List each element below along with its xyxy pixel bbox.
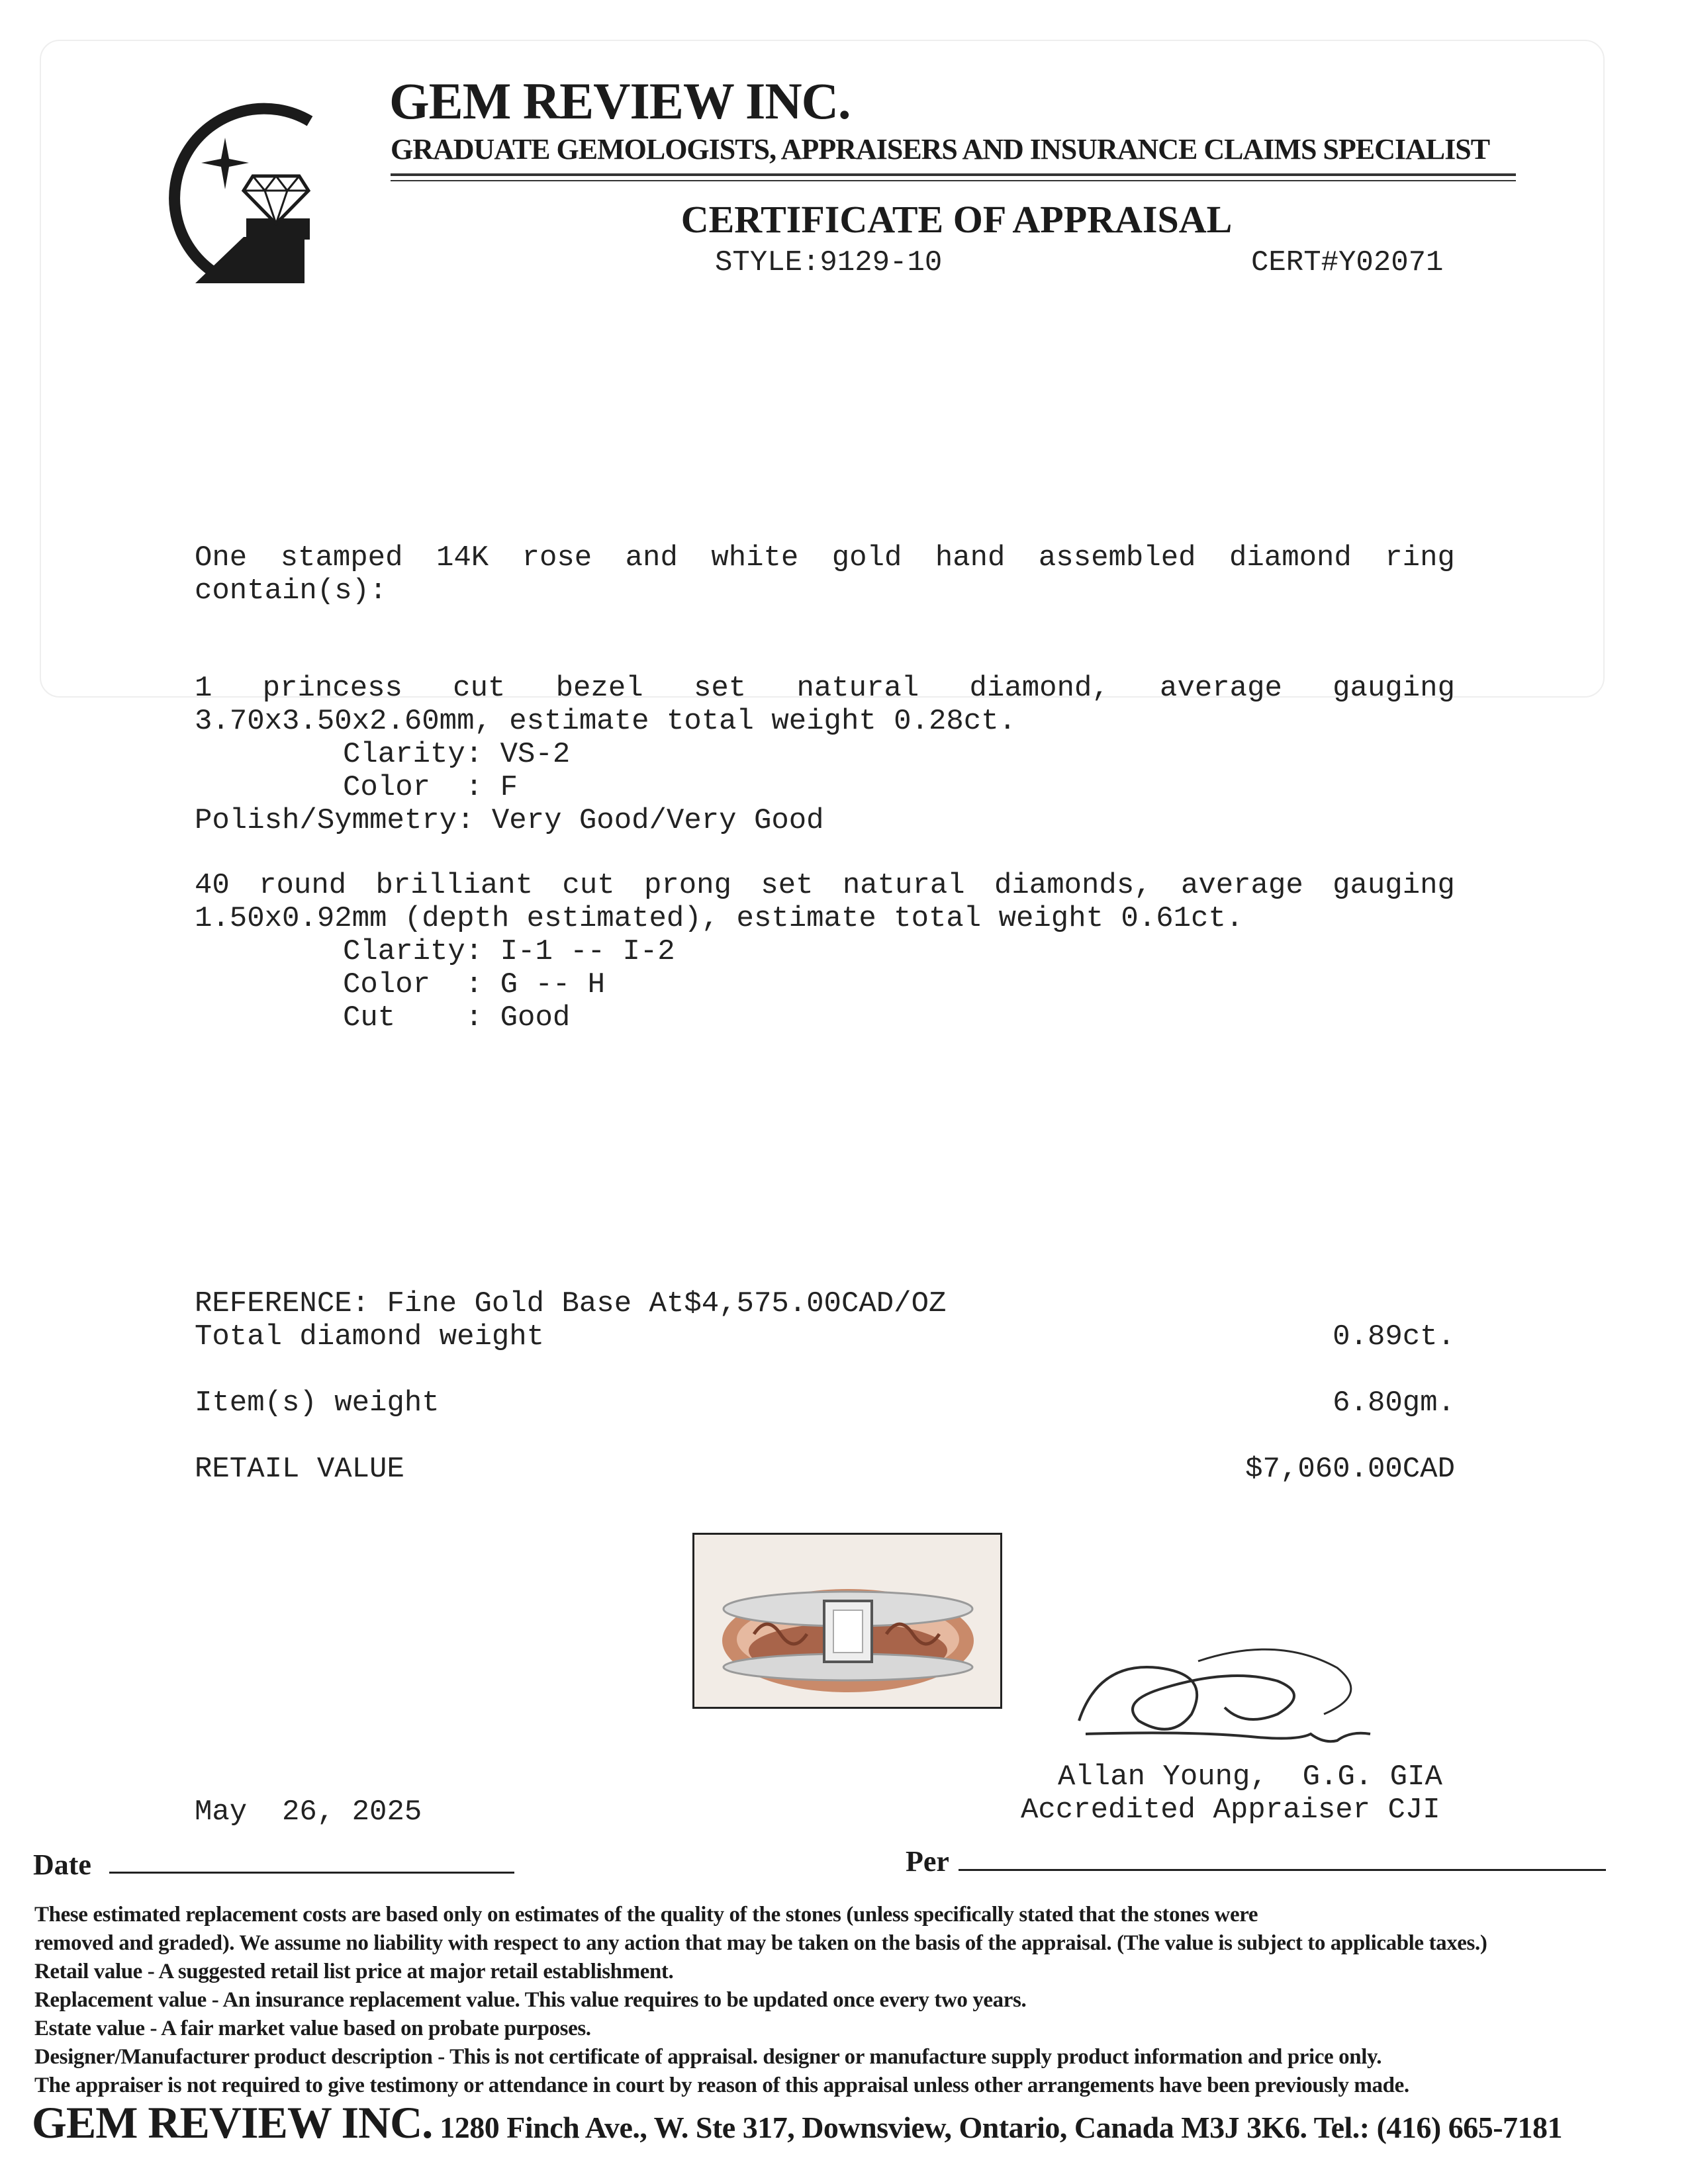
item-weight-row <box>195 1387 1455 1420</box>
certificate-title: CERTIFICATE OF APPRAISAL <box>680 198 1233 241</box>
side-stones-word: prong <box>643 869 731 902</box>
side-stones-line <box>195 869 1455 902</box>
description-word: gold <box>831 541 902 574</box>
side-stones-dimensions: 1.50x0.92mm (depth estimated), estimate total weight 0.61ct. <box>195 902 1244 935</box>
description-word: white <box>711 541 799 574</box>
diamond-weight-value: 0.89ct. <box>1333 1320 1455 1353</box>
header-rule-thin <box>391 180 1516 181</box>
side-stones-clarity: Clarity: I-1 -- I-2 <box>343 935 675 968</box>
description-word: assembled <box>1038 541 1196 574</box>
company-tagline: GRADUATE GEMOLOGISTS, APPRAISERS AND INSURANCE CLAIMS SPECIALIST <box>391 133 1490 165</box>
ring-photo <box>692 1533 1002 1709</box>
appraiser-name: Allan Young, G.G. GIA <box>1058 1760 1442 1794</box>
center-stone-dimensions: 3.70x3.50x2.60mm, estimate total weight 0.28ct. <box>195 705 1017 738</box>
appraiser-signature-icon <box>1059 1641 1403 1760</box>
cert-number: CERT#Y02071 <box>1251 246 1444 279</box>
retail-value-row <box>195 1453 1455 1486</box>
side-stones-word: set <box>761 869 814 902</box>
side-stones-cut: Cut : Good <box>343 1001 571 1034</box>
center-stone-line <box>195 672 1455 705</box>
center-stone-clarity: Clarity: VS-2 <box>343 738 571 771</box>
retail-value-amount: $7,060.00CAD <box>1245 1453 1455 1486</box>
estate-value-definition: Estate value - A fair market value based on probate purposes. <box>34 2017 591 2040</box>
description-word: ring <box>1385 541 1455 574</box>
side-stones-word: round <box>259 869 347 902</box>
header-rule <box>391 173 1516 176</box>
side-stones-word: diamonds, <box>994 869 1152 902</box>
diamond-weight-row <box>195 1320 1455 1353</box>
side-stones-word: gauging <box>1333 869 1455 902</box>
item-description-line2: contain(s): <box>195 574 387 608</box>
testimony-note: The appraiser is not required to give testimony or attendance in court by reason of this appraisal unless other arrangements have been previously made. <box>34 2073 1409 2097</box>
side-stones-word: cut <box>562 869 615 902</box>
replacement-value-definition: Replacement value - An insurance replacement value. This value requires to be updated once every two years. <box>34 1988 1027 2012</box>
center-stone-word: gauging <box>1333 672 1455 705</box>
retail-value-label: RETAIL VALUE <box>195 1453 404 1486</box>
center-stone-word: princess <box>262 672 402 705</box>
center-stone-color: Color : F <box>343 771 518 804</box>
description-word: One <box>195 541 248 574</box>
per-line <box>959 1869 1606 1871</box>
footer-company: GEM REVIEW INC. <box>32 2097 433 2148</box>
footer <box>32 2097 1562 2149</box>
side-stones-word: brilliant <box>375 869 534 902</box>
appraiser-credential: Accredited Appraiser CJI <box>1021 1794 1440 1827</box>
gem-logo-icon <box>132 85 331 283</box>
diamond-weight-label: Total diamond weight <box>195 1320 545 1353</box>
center-stone-word: cut <box>453 672 506 705</box>
designer-description-note: Designer/Manufacturer product description - This is not certificate of appraisal. designer or manufacture supply product information and price only. <box>34 2045 1382 2069</box>
style-number: STYLE:9129-10 <box>715 246 943 279</box>
item-weight-label: Item(s) weight <box>195 1387 440 1420</box>
retail-value-definition: Retail value - A suggested retail list price at major retail establishment. <box>34 1960 674 1983</box>
description-word: diamond <box>1229 541 1352 574</box>
center-stone-word: natural <box>796 672 919 705</box>
side-stones-word: natural <box>842 869 965 902</box>
description-word: stamped <box>280 541 403 574</box>
date-label: Date <box>33 1848 91 1881</box>
per-label: Per <box>906 1845 949 1878</box>
disclaimer-line: removed and graded). We assume no liability with respect to any action that may be taken on the basis of the appraisal. (The value is subject to applicable taxes.) <box>34 1931 1487 1955</box>
appraisal-date: May 26, 2025 <box>195 1796 422 1829</box>
center-stone-word: set <box>693 672 747 705</box>
company-name: GEM REVIEW INC. <box>389 72 851 130</box>
item-weight-value: 6.80gm. <box>1333 1387 1455 1420</box>
description-word: rose <box>522 541 592 574</box>
ring-image-icon <box>694 1535 1000 1707</box>
center-stone-word: diamond, <box>969 672 1109 705</box>
side-stones-word: average <box>1180 869 1303 902</box>
footer-address: 1280 Finch Ave., W. Ste 317, Downsview, Ontario, Canada M3J 3K6. Tel.: (416) 665-7181 <box>432 2111 1563 2144</box>
description-word: and <box>625 541 678 574</box>
item-description-line <box>195 541 1455 574</box>
side-stones-color: Color : G -- H <box>343 968 606 1001</box>
description-word: 14K <box>436 541 489 574</box>
center-stone-polish: Polish/Symmetry: Very Good/Very Good <box>195 804 824 837</box>
center-stone-word: 1 <box>195 672 212 705</box>
center-stone-word: average <box>1160 672 1282 705</box>
center-stone-word: bezel <box>555 672 643 705</box>
date-line <box>109 1872 514 1874</box>
side-stones-word: 40 <box>195 869 230 902</box>
description-word: hand <box>935 541 1006 574</box>
gold-reference: REFERENCE: Fine Gold Base At$4,575.00CAD/OZ <box>195 1287 947 1320</box>
disclaimer-line: These estimated replacement costs are based only on estimates of the quality of the stones (unless specifically stated that the stones were <box>34 1903 1258 1927</box>
